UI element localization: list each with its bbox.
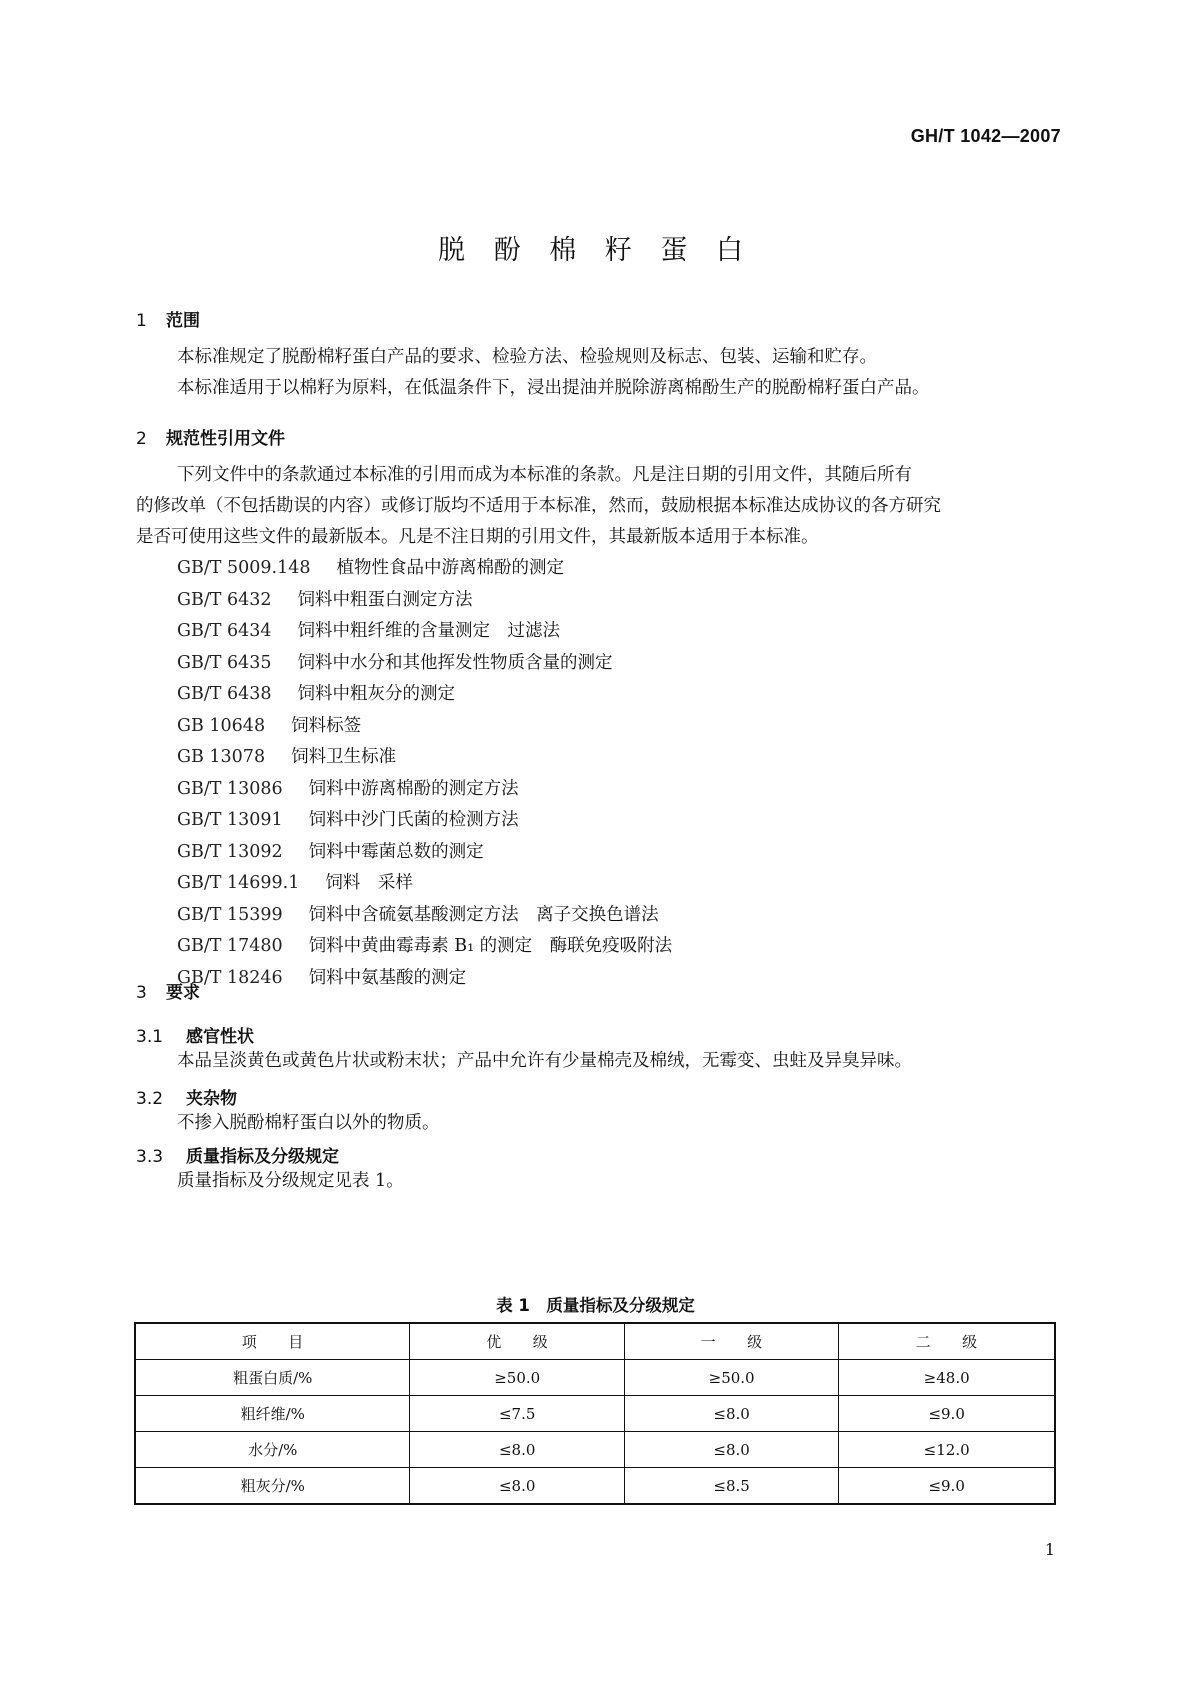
table-cell: ≥50.0: [624, 1360, 838, 1396]
reference-code: GB/T 6432: [177, 589, 272, 610]
section-3-3-heading: [136, 1142, 339, 1167]
table-cell: ≤9.0: [839, 1396, 1055, 1432]
reference-title: 饲料中粗蛋白测定方法: [297, 589, 473, 610]
section-number: 2: [136, 429, 147, 449]
quality-grade-table: [134, 1322, 1056, 1505]
reference-item: [177, 805, 672, 837]
reference-title: 饲料中水分和其他挥发性物质含量的测定: [297, 652, 613, 673]
table-cell: 水分/%: [135, 1432, 410, 1468]
reference-title: 饲料卫生标准: [291, 747, 397, 767]
reference-item: [177, 900, 672, 932]
reference-item: [177, 648, 672, 680]
references-intro-line-1: 下列文件中的条款通过本标准的引用而成为本标准的条款。凡是注日期的引用文件，其随后所有: [177, 465, 912, 485]
section-number: 3.3: [136, 1147, 164, 1167]
section-3-1-heading: [136, 1022, 254, 1047]
reference-code: GB/T 18246: [177, 967, 283, 988]
reference-item: [177, 931, 672, 963]
scope-paragraph-2: 本标准适用于以棉籽为原料，在低温条件下，浸出提油并脱除游离棉酚生产的脱酚棉籽蛋白产品。: [177, 378, 930, 398]
reference-item: [177, 616, 672, 648]
sensory-paragraph: 本品呈淡黄色或黄色片状或粉末状；产品中允许有少量棉壳及棉绒，无霉变、虫蛀及异臭异味。: [177, 1051, 912, 1071]
impurity-paragraph: 不掺入脱酚棉籽蛋白以外的物质。: [177, 1113, 440, 1133]
reference-item: [177, 868, 672, 900]
reference-title: 饲料中游离棉酚的测定方法: [308, 778, 519, 799]
reference-list: [177, 553, 672, 994]
table-cell: ≤12.0: [839, 1432, 1055, 1468]
section-title: 规范性引用文件: [166, 429, 285, 449]
reference-item: [177, 553, 672, 585]
reference-code: GB/T 6434: [177, 621, 272, 641]
reference-title: 饲料标签: [291, 715, 362, 736]
page-number: 1: [1044, 1540, 1055, 1559]
section-2-heading: [136, 424, 285, 449]
reference-item: [177, 585, 672, 617]
reference-code: GB/T 13091: [177, 810, 283, 830]
section-1-heading: [136, 306, 200, 331]
table-row: [135, 1360, 1055, 1396]
reference-title: 饲料中粗纤维的含量测定 过滤法: [297, 621, 561, 641]
table-cell: 粗蛋白质/%: [135, 1360, 410, 1396]
quality-paragraph: 质量指标及分级规定见表 1。: [177, 1171, 404, 1191]
reference-title: 饲料中氨基酸的测定: [308, 967, 467, 988]
reference-code: GB/T 17480: [177, 936, 283, 956]
table-row: [135, 1432, 1055, 1468]
document-title: 脱 酚 棉 籽 蛋 白: [438, 235, 753, 266]
section-number: 3: [136, 983, 147, 1003]
reference-item: [177, 742, 672, 774]
table-cell: ≥50.0: [410, 1360, 624, 1396]
reference-code: GB 13078: [177, 747, 266, 767]
references-intro-line-2: 的修改单（不包括勘误的内容）或修订版均不适用于本标准，然而，鼓励根据本标准达成协议的各方研究: [136, 496, 941, 516]
reference-code: GB/T 5009.148: [177, 558, 311, 578]
table-header-cell: 二 级: [839, 1323, 1055, 1360]
section-title: 范围: [166, 311, 200, 331]
reference-code: GB/T 13092: [177, 841, 283, 862]
reference-item: [177, 774, 672, 806]
reference-title: 饲料中沙门氏菌的检测方法: [308, 810, 519, 830]
reference-item: [177, 837, 672, 869]
table-cell: ≤8.0: [624, 1396, 838, 1432]
table-header-cell: 优 级: [410, 1323, 624, 1360]
reference-code: GB/T 6435: [177, 652, 272, 673]
table-header-cell: 一 级: [624, 1323, 838, 1360]
reference-item: [177, 679, 672, 711]
table-cell: 粗灰分/%: [135, 1468, 410, 1505]
reference-code: GB 10648: [177, 715, 266, 736]
section-3-2-heading: [136, 1084, 237, 1109]
table-caption: 表 1 质量指标及分级规定: [496, 1296, 695, 1315]
table-header-cell: 项 目: [135, 1323, 410, 1360]
section-title: 要求: [166, 983, 200, 1003]
section-number: 3.1: [136, 1027, 164, 1047]
references-intro-line-3: 是否可使用这些文件的最新版本。凡是不注日期的引用文件，其最新版本适用于本标准。: [136, 527, 819, 547]
section-title: 夹杂物: [186, 1089, 237, 1109]
reference-title: 饲料中含硫氨基酸测定方法 离子交换色谱法: [308, 904, 659, 925]
table-cell: 粗纤维/%: [135, 1396, 410, 1432]
table-cell: ≥48.0: [839, 1360, 1055, 1396]
section-number: 3.2: [136, 1089, 164, 1109]
reference-item: [177, 963, 672, 995]
reference-item: [177, 711, 672, 743]
table-cell: ≤9.0: [839, 1468, 1055, 1505]
reference-title: 饲料中粗灰分的测定: [297, 684, 456, 704]
table-cell: ≤8.0: [410, 1432, 624, 1468]
section-title: 质量指标及分级规定: [186, 1147, 339, 1167]
reference-code: GB/T 14699.1: [177, 873, 300, 893]
table-header-row: [135, 1323, 1055, 1360]
table-cell: ≤8.0: [624, 1432, 838, 1468]
reference-title: 植物性食品中游离棉酚的测定: [336, 558, 564, 578]
table-row: [135, 1396, 1055, 1432]
reference-code: GB/T 6438: [177, 684, 272, 704]
section-3-heading: [136, 978, 200, 1003]
reference-code: GB/T 13086: [177, 778, 283, 799]
table-cell: ≤8.0: [410, 1468, 624, 1505]
table-cell: ≤8.5: [624, 1468, 838, 1505]
table-cell: ≤7.5: [410, 1396, 624, 1432]
reference-title: 饲料中霉菌总数的测定: [308, 841, 484, 862]
document-code: GH/T 1042—2007: [910, 126, 1061, 146]
section-number: 1: [136, 311, 147, 331]
section-title: 感官性状: [186, 1027, 254, 1047]
scope-paragraph-1: 本标准规定了脱酚棉籽蛋白产品的要求、检验方法、检验规则及标志、包装、运输和贮存。: [177, 347, 877, 367]
reference-title: 饲料中黄曲霉毒素 B₁ 的测定 酶联免疫吸附法: [308, 936, 673, 956]
reference-title: 饲料 采样: [325, 873, 413, 893]
reference-code: GB/T 15399: [177, 904, 283, 925]
table-row: [135, 1468, 1055, 1505]
